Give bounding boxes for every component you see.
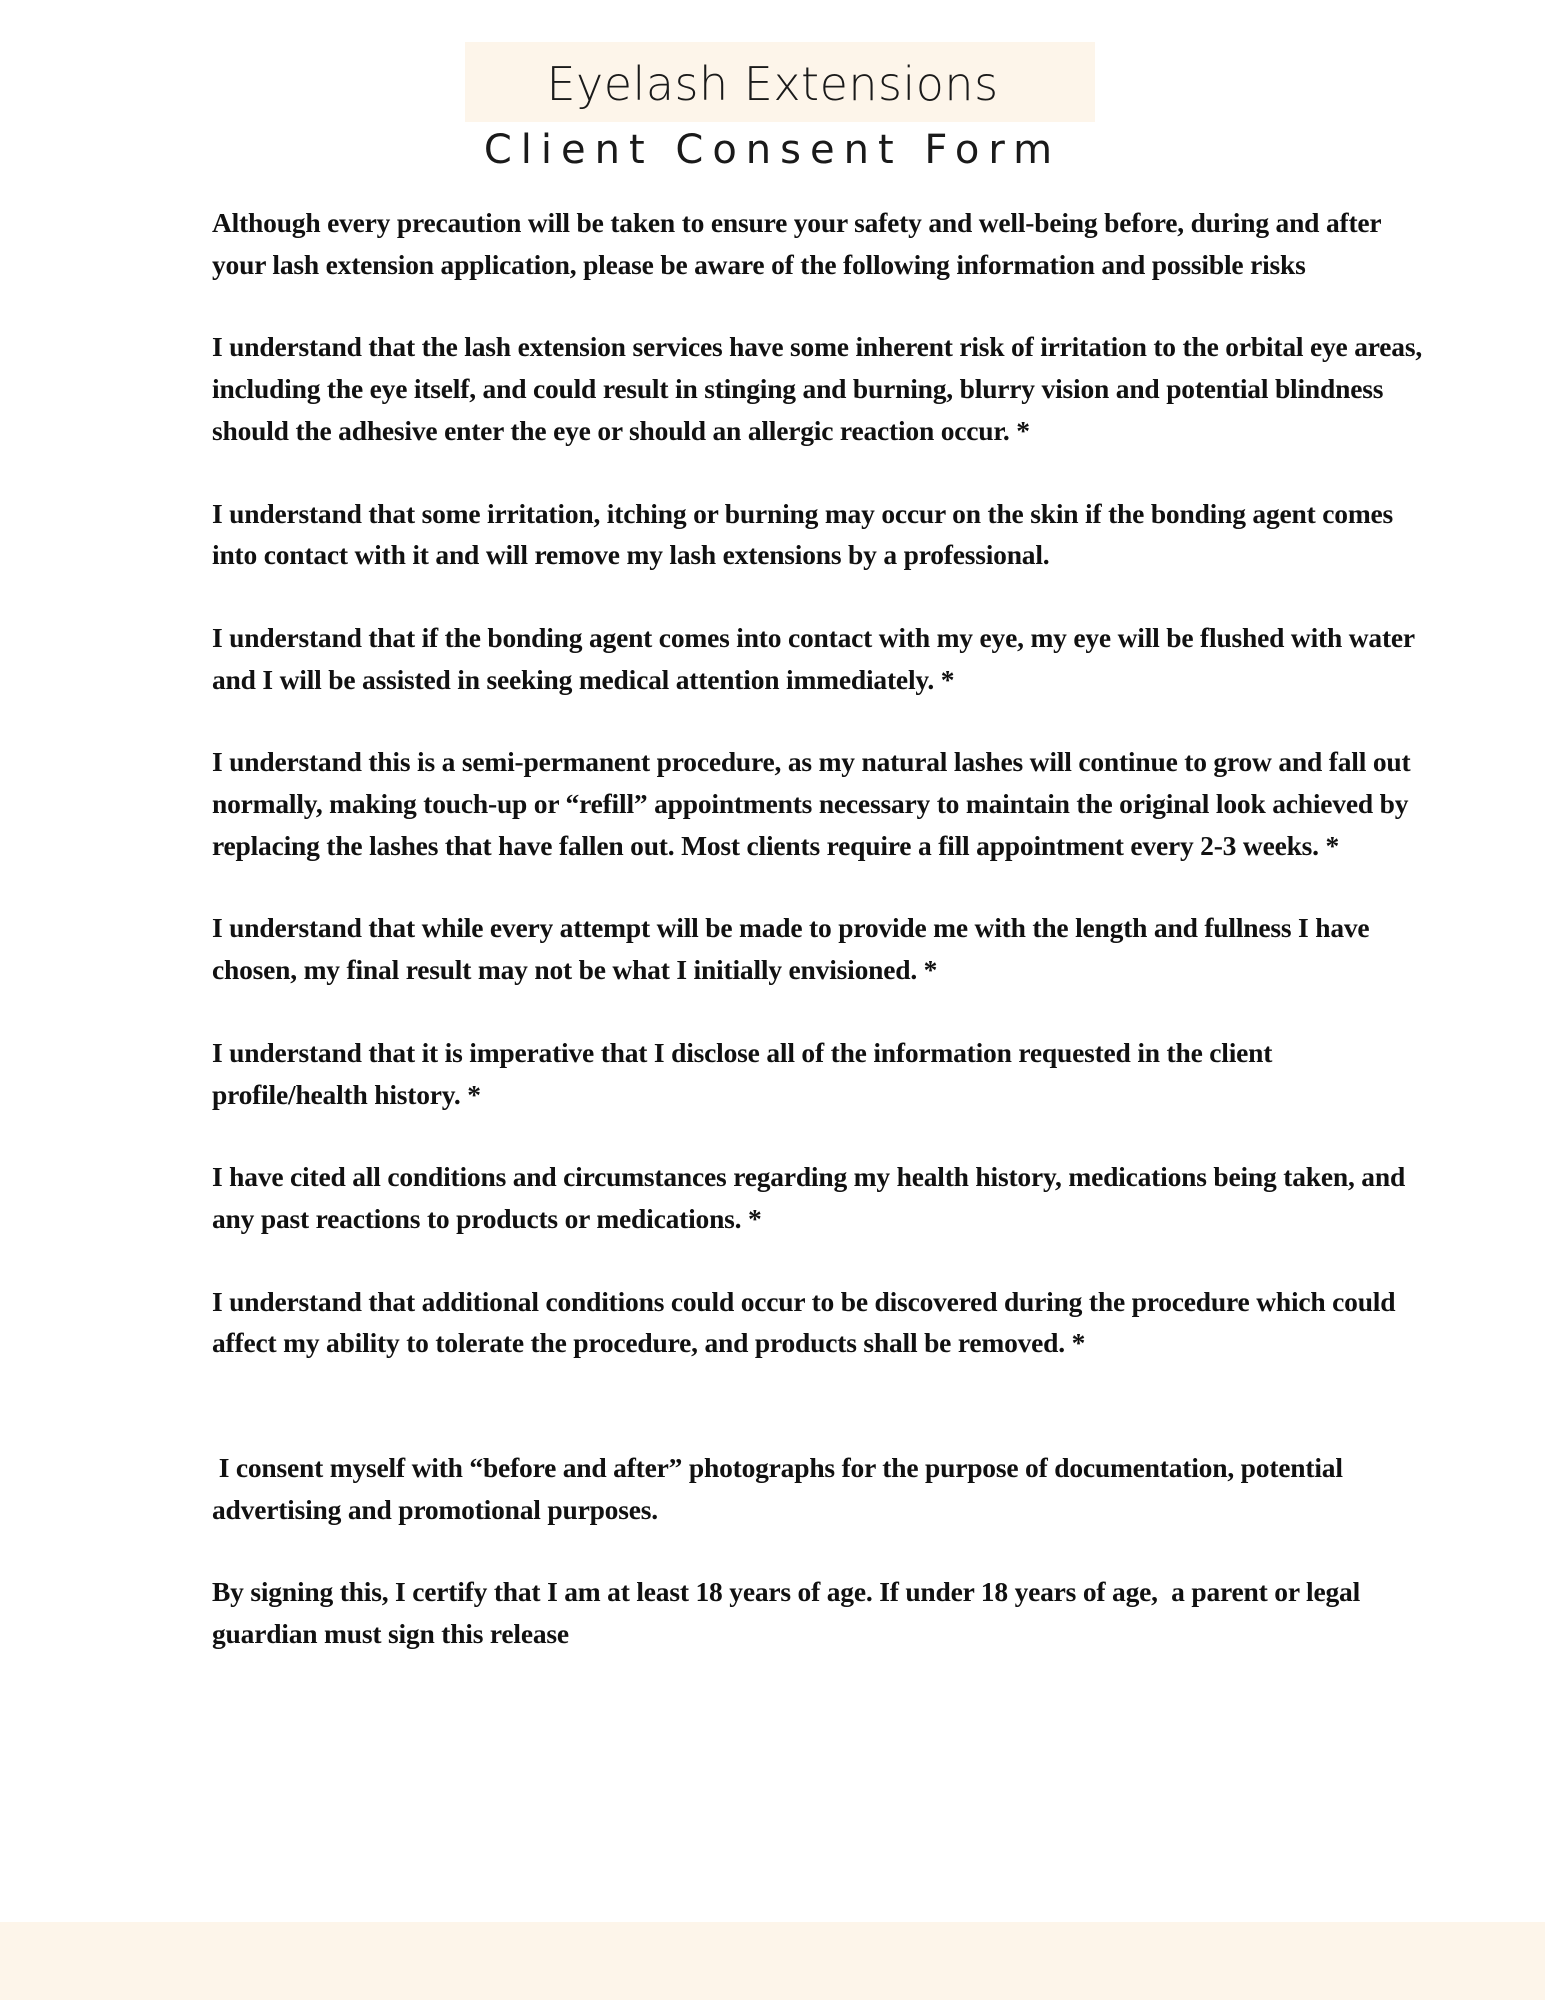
footer-band <box>0 1922 1545 2000</box>
consent-body <box>212 202 1432 1696</box>
consent-clause-disclosure: I understand that it is imperative that I disclose all of the information requested in the client profile/health history. * <box>212 1036 1273 1110</box>
consent-clause-photographs: I consent myself with “before and after” photographs for the purpose of documentation, potential advertising and promotional purposes. <box>212 1452 1350 1525</box>
consent-clause-semi-permanent: I understand this is a semi-permanent procedure, as my natural lashes will continue to grow and fall out normally, making touch-up or “refill” appointments necessary to maintain the original look achieved by replacing the lashes that have fallen out. Most clients require a fill appointment every 2-3 weeks. * <box>212 746 1411 861</box>
page-title: Eyelash Extensions <box>546 57 999 111</box>
consent-clause-skin-irritation: I understand that some irritation, itching or burning may occur on the skin if the bonding agent comes into contact with it and will remove my lash extensions by a professional. <box>212 497 1394 571</box>
consent-clause-irritation-risk: I understand that the lash extension services have some inherent risk of irritation to the orbital eye areas, including the eye itself, and could result in stinging and burning, blurry vision and potential blindness should the adhesive enter the eye or should an allergic reaction occur. * <box>212 331 1423 446</box>
page-subtitle: Client Consent Form <box>483 127 1062 173</box>
intro-paragraph: Although every precaution will be taken to ensure your safety and well-being before, during and after your lash extension application, please be aware of the following information and possible risks <box>212 207 1381 280</box>
consent-clause-health-history: I have cited all conditions and circumstances regarding my health history, medications being taken, and any past reactions to products or medications. * <box>212 1161 1406 1234</box>
consent-clause-age-certification: By signing this, I certify that I am at least 18 years of age. If under 18 years of age, a parent or legal guardian must sign this release <box>212 1576 1367 1650</box>
consent-clause-eye-contact: I understand that if the bonding agent comes into contact with my eye, my eye will be flushed with water and I will be assisted in seeking medical attention immediately. * <box>212 621 1415 695</box>
consent-clause-additional-conditions: I understand that additional conditions could occur to be discovered during the procedure which could affect my ability to tolerate the procedure, and products shall be removed. * <box>212 1285 1396 1359</box>
consent-clause-final-result: I understand that while every attempt will be made to provide me with the length and fullness I have chosen, my final result may not be what I initially envisioned. * <box>212 912 1370 986</box>
